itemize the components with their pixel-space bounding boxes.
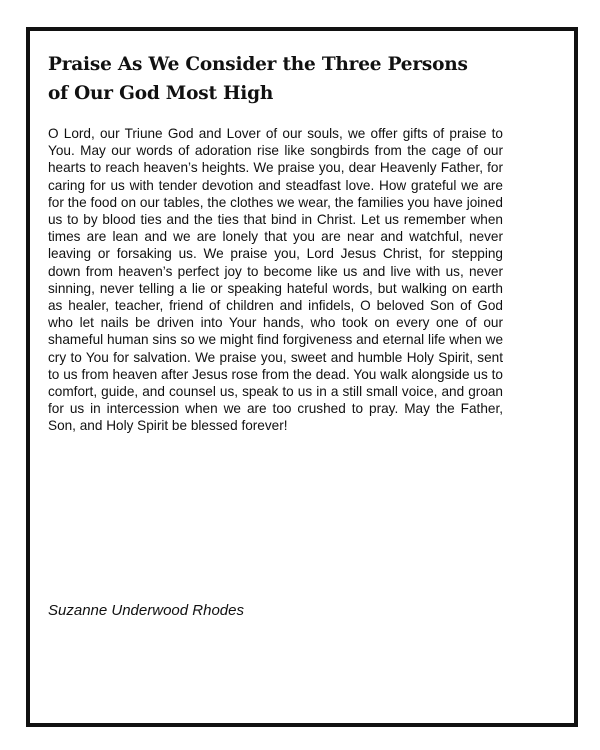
poem-title [48,50,503,108]
title-line-1: Praise As We Consider the Three Persons [48,54,468,75]
poem-body: O Lord, our Triune God and Lover of our souls, we offer gifts of praise to You. May our words of adoration rise like songbirds from the cage of our hearts to reach heaven’s heights. We praise you, dear Heavenly Father, for caring for us with tender devotion and steadfast love. How grateful we are for the food on our tables, the clothes we wear, the families you have joined us to by blood ties and the ties that bind in Christ. Let us remember when times are lean and we are lonely that you are near and watchful, never leaving or forsaking us. We praise you, Lord Jesus Christ, for stepping down from heaven’s perfect joy to become like us and live with us, never sinning, never telling a lie or speaking hateful words, but walking on earth as healer, teacher, friend of children and infidels, O beloved Son of God who let nails be driven into Your hands, who took on every one of our shameful human sins so we might find forgiveness and eternal life when we cry to You for salvation. We praise you, sweet and humble Holy Spirit, sent to us from heaven after Jesus rose from the dead. You walk alongside us to comfort, guide, and counsel us, speak to us in a still small voice, and groan for us in intercession when we are too crushed to pray. May the Father, Son, and Holy Spirit be blessed forever! [48,126,503,434]
author-name: Suzanne Underwood Rhodes [48,602,244,619]
title-line-2: of Our God Most High [48,83,274,104]
poem-content [48,50,503,435]
